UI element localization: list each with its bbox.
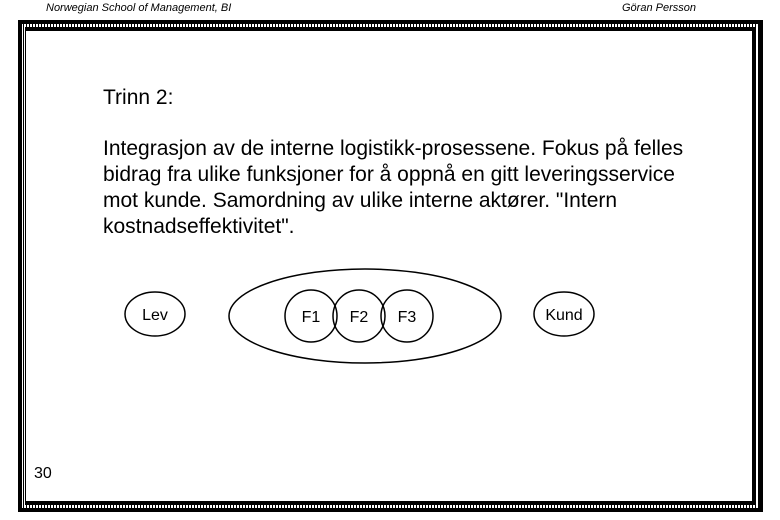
lev-label: Lev [142,307,168,324]
header-school: Norwegian School of Management, BI [46,2,232,14]
header-author: Göran Persson [622,2,696,14]
f3-label: F3 [397,309,417,326]
f1-label: F1 [301,309,321,326]
f2-label: F2 [349,309,369,326]
slide-title: Trinn 2: [103,86,174,109]
kund-label: Kund [545,307,583,324]
page-number: 30 [34,465,52,482]
slide-body-text: Integrasjon av de interne logistikk-prosessene. Fokus på felles bidrag fra ulike funksjoner for å oppnå en gitt leveringsservice mot kunde. Samordning av ulike interne aktører. "Intern kostnadseffektivitet". [103,137,684,238]
